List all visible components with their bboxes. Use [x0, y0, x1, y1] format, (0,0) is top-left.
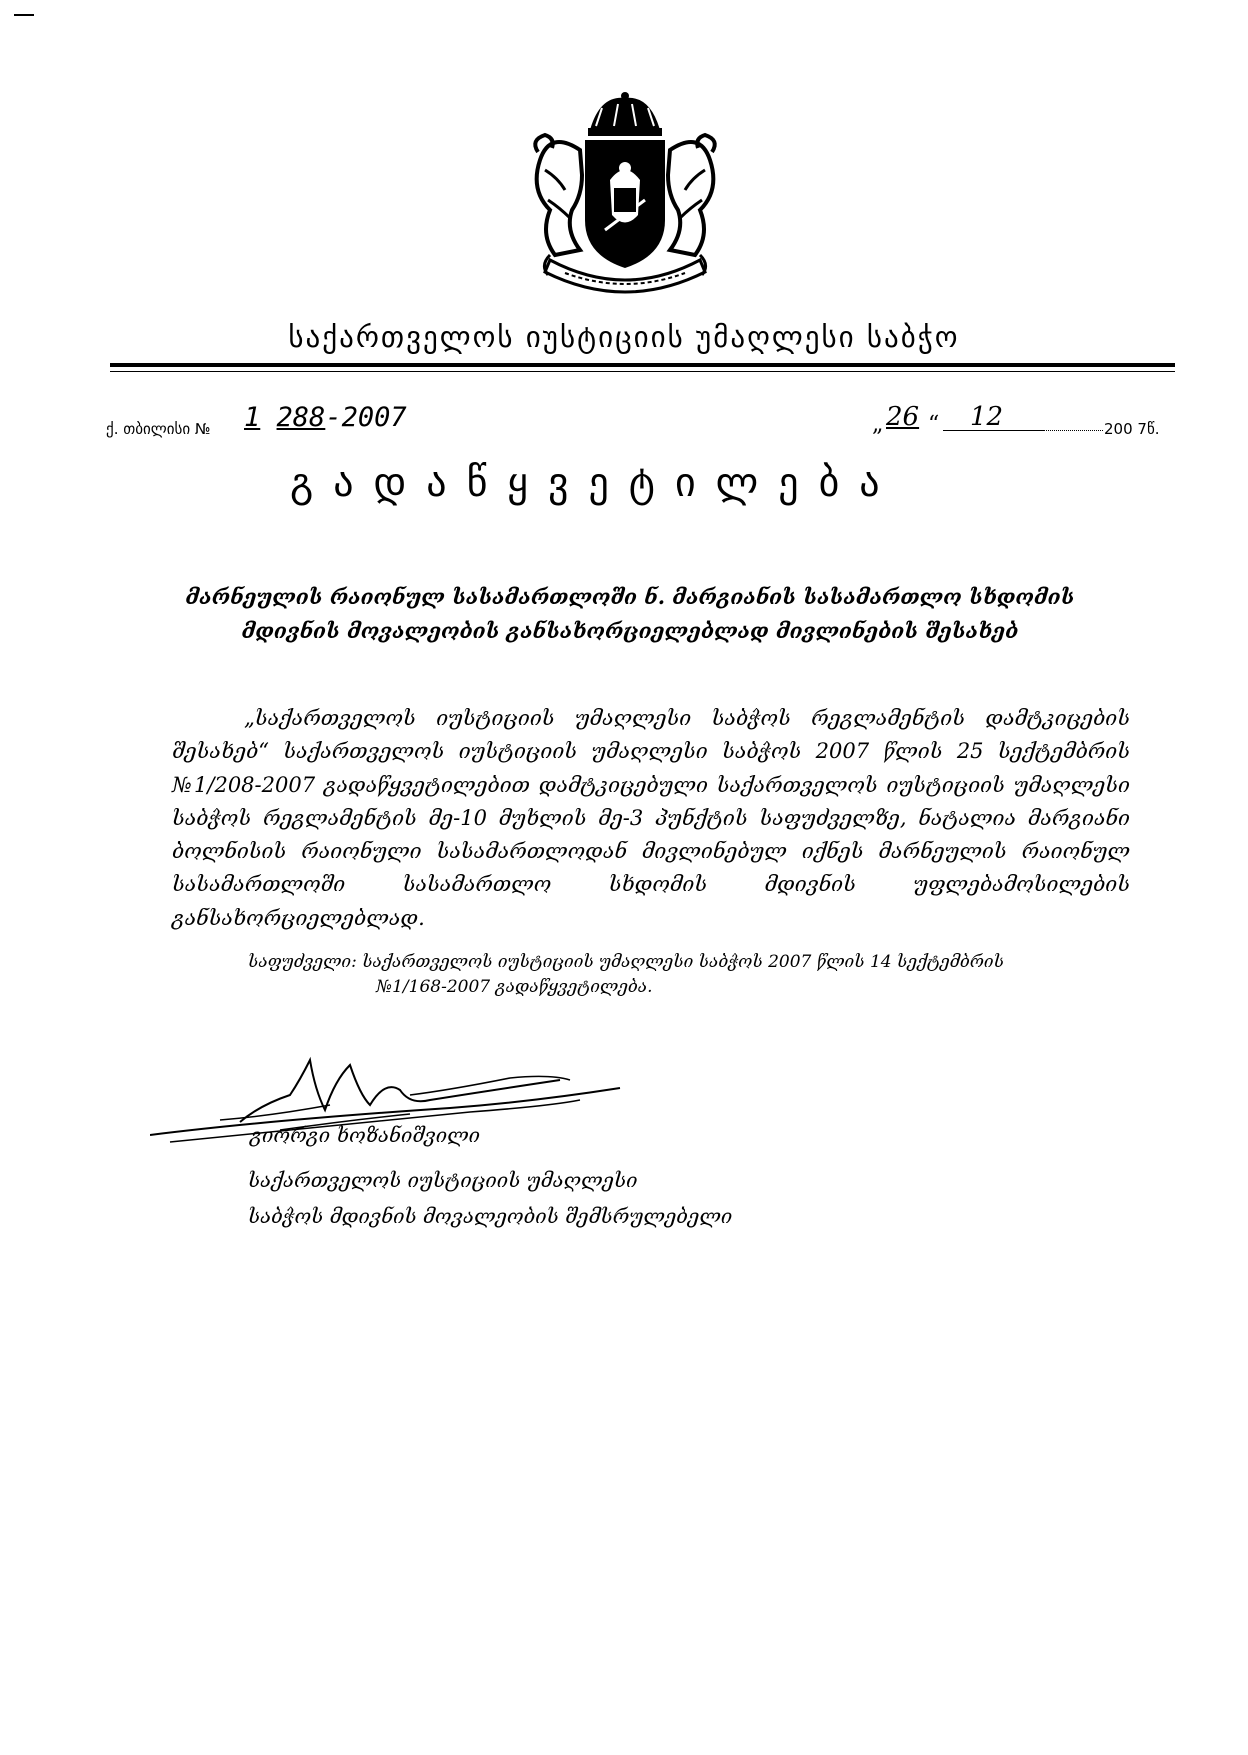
date-month: 12 — [970, 402, 1004, 432]
document-body: „საქართველოს იუსტიციის უმაღლესი საბჭოს რეგლამენტის დამტკიცების შესახებ“ საქართველოს იუსტიციის უმაღლესი საბჭოს 2007 წლის 25 სექტემბრის №1/208-2007 გადაწყვეტილებით დამტკიცებული საქართველოს იუსტიციის უმაღლესი საბჭოს რეგლამენტის მე-10 მუხლის მე-3 პუნქტის საფუძველზე, ნატალია მარგიანი ბოლნისის რაიონული სასამართლოდან მივლინებულ იქნეს მარნეულის რაიონულ სასამართლოში სასამართლო სხდომის მდივნის უფლებამოსილების განსახორციელებლად. — [172, 706, 1130, 930]
institution-name: საქართველოს იუსტიციის უმაღლესი საბჭო — [288, 320, 960, 354]
position-line-1: საქართველოს იუსტიციის უმაღლესი — [248, 1168, 638, 1192]
date-year-line — [1043, 430, 1103, 432]
position-line-2: საბჭოს მდივნის მოვალეობის შემსრულებელი — [248, 1204, 733, 1228]
place-prefix: ქ. თბილისი № — [106, 420, 211, 438]
registration-number-suffix: -2007 — [325, 402, 407, 433]
basis-line-2: №1/168-2007 გადაწყვეტილება. — [376, 977, 653, 997]
registration-number — [244, 402, 407, 433]
date-year: 200 7წ. — [1104, 420, 1160, 438]
document-basis — [248, 950, 1110, 1000]
signatory-name: გიორგი ხოზანიშვილი — [250, 1123, 481, 1147]
coat-of-arms-icon — [510, 90, 740, 295]
corner-mark — [14, 14, 34, 16]
header-rule-thin — [110, 371, 1175, 372]
signatory-position — [248, 1162, 732, 1234]
date-close-quote: “ — [928, 412, 940, 437]
date-open-quote: „ — [872, 412, 884, 437]
document-title: გადაწყვეტილება — [290, 460, 900, 506]
header-rule-thick — [110, 363, 1175, 367]
registration-number-part2: 288 — [276, 402, 326, 433]
registration-number-part1: 1 — [244, 402, 261, 433]
basis-line-1: საფუძველი: საქართველოს იუსტიციის უმაღლესი საბჭოს 2007 წლის 14 სექტემბრის — [248, 952, 1004, 972]
date-day: 26 — [886, 402, 920, 432]
document-subject: მარნეულის რაიონულ სასამართლოში ნ. მარგიანის სასამართლო სხდომის მდივნის მოვალეობის განსახორციელებლად მივლინების შესახებ — [185, 584, 1075, 643]
